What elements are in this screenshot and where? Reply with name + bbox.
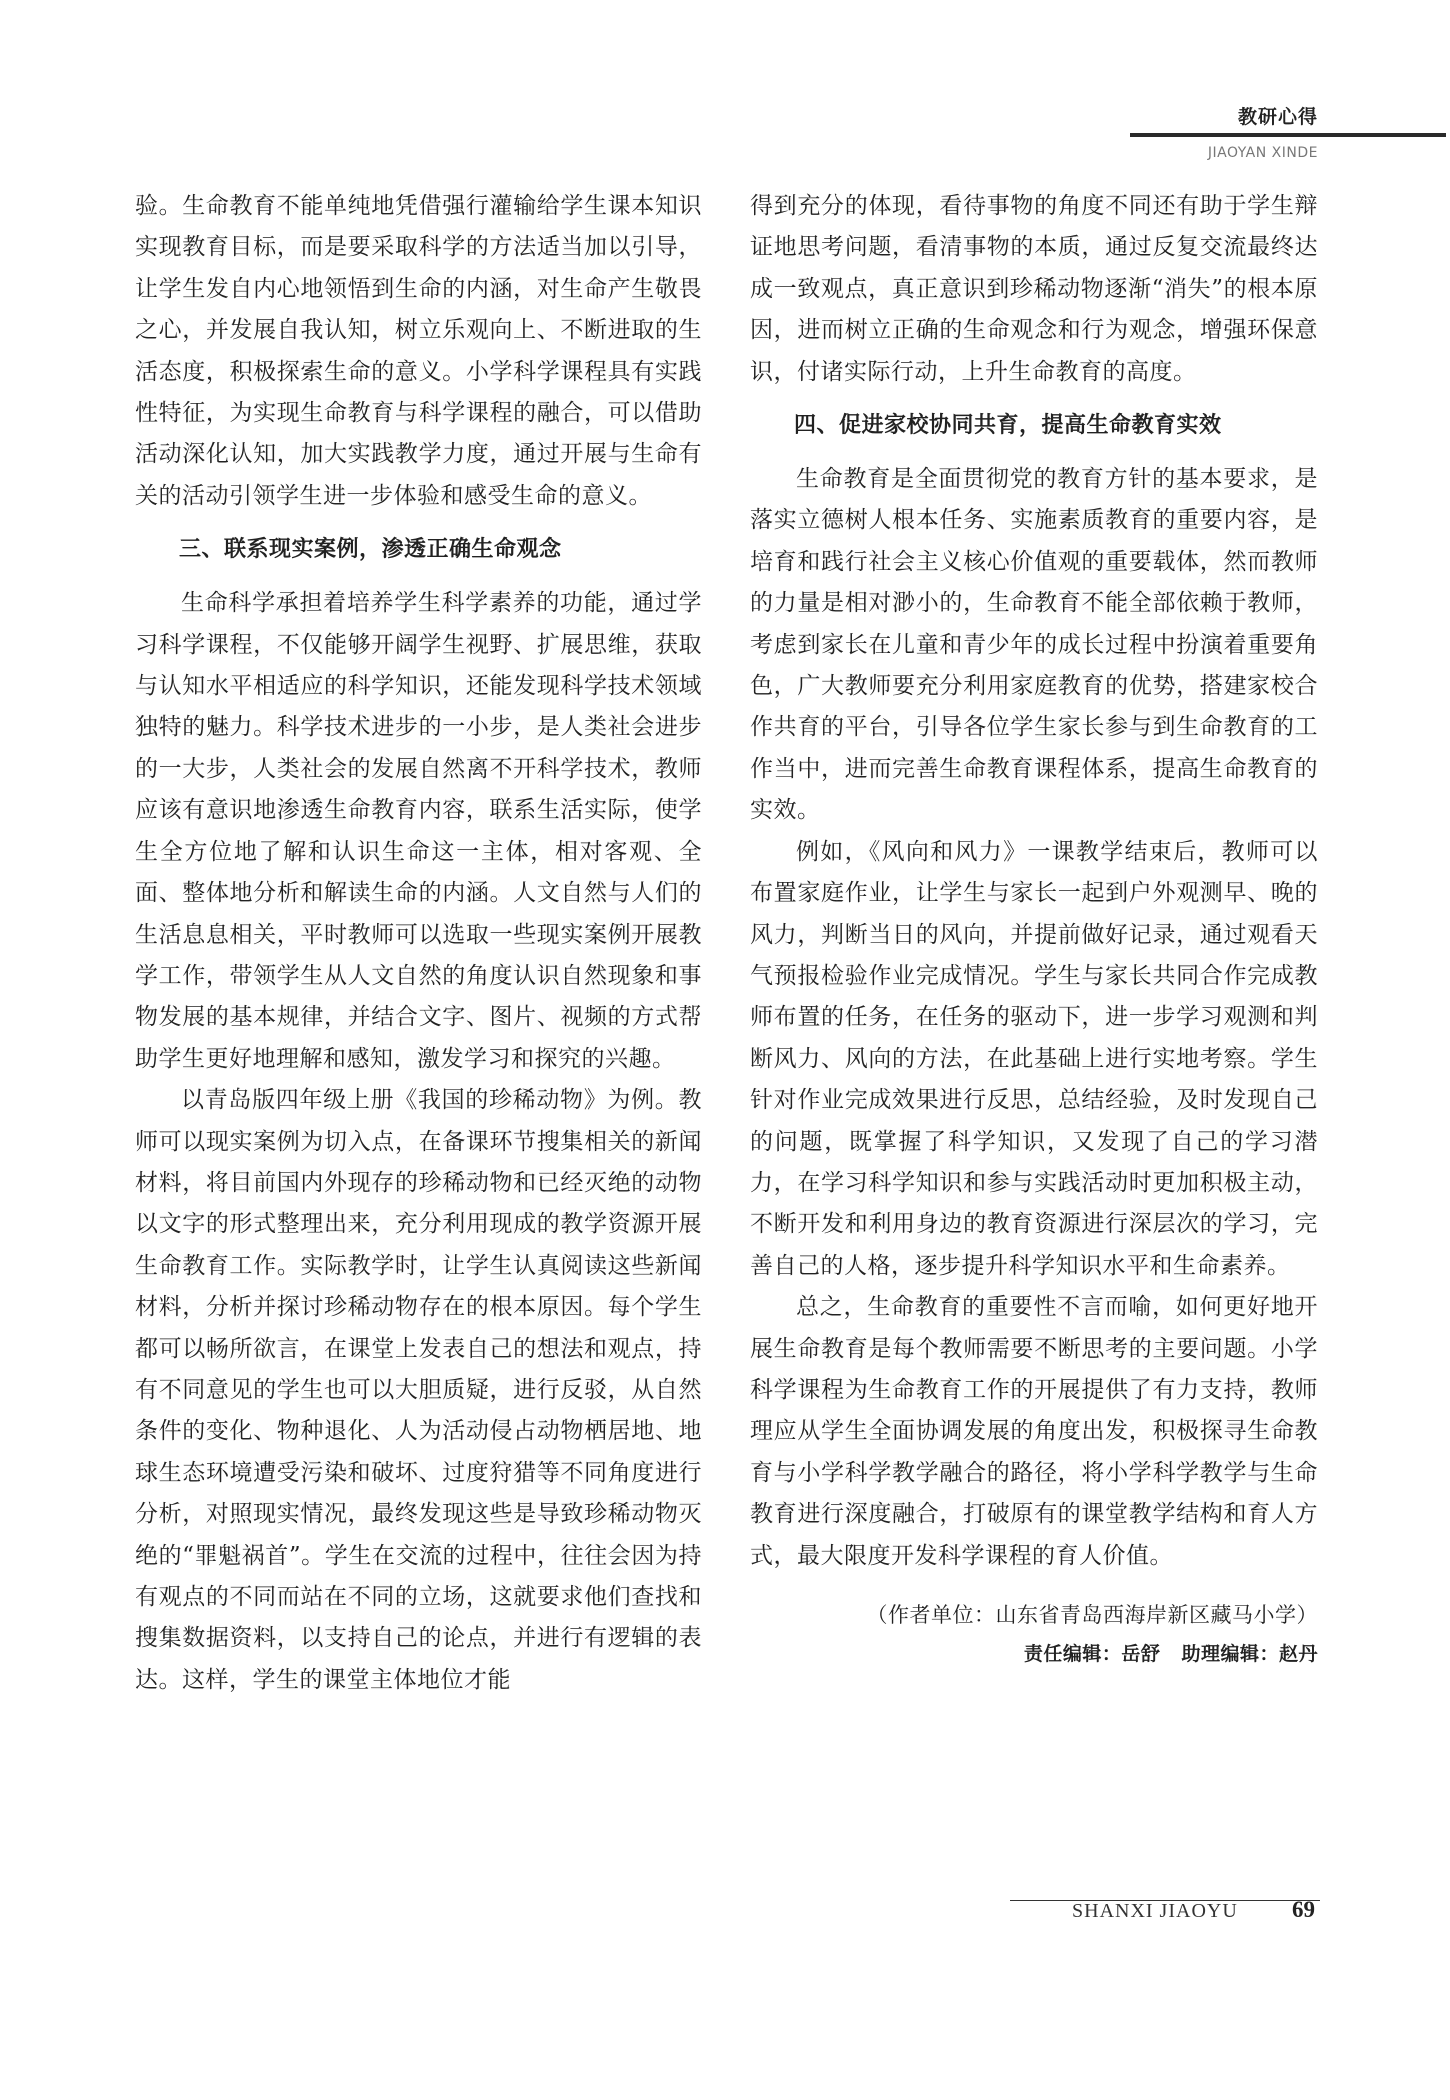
paragraph-continued: 得到充分的体现，看待事物的角度不同还有助于学生辩证地思考问题，看清事物的本质，通过反复交流最终达成一致观点，真正意识到珍稀动物逐渐“消失”的根本原因，进而树立正确的生命观念和行为观念，增强环保意识，付诸实际行动，上升生命教育的高度。 <box>750 193 1318 385</box>
paragraph: 例如，《风向和风力》一课教学结束后，教师可以布置家庭作业，让学生与家长一起到户外观测早、晚的风力，判断当日的风向，并提前做好记录，通过观看天气预报检验作业完成情况。学生与家长共同合作完成教师布置的任务，在任务的驱动下，进一步学习观测和判断风力、风向的方法，在此基础上进行实地考察。学生针对作业完成效果进行反思，总结经验，及时发现自己的问题，既掌握了科学知识，又发现了自己的学习潜力，在学习科学知识和参与实践活动时更加积极主动，不断开发和利用身边的教育资源进行深层次的学习，完善自己的人格，逐步提升科学知识水平和生命素养。 <box>750 838 1318 1279</box>
section-title: 教研心得 <box>1237 106 1318 128</box>
assistant-editor: 助理编辑：赵丹 <box>1181 1643 1318 1665</box>
paragraph: 以青岛版四年级上册《我国的珍稀动物》为例。教师可以现实案例为切入点，在备课环节搜集相关的新闻材料，将目前国内外现存的珍稀动物和已经灭绝的动物以文字的形式整理出来，充分利用现成的教学资源开展生命教育工作。实际教学时，让学生认真阅读这些新闻材料，分析并探讨珍稀动物存在的根本原因。每个学生都可以畅所欲言，在课堂上发表自己的想法和观点，持有不同意见的学生也可以大胆质疑，进行反驳，从自然条件的变化、物种退化、人为活动侵占动物栖居地、地球生态环境遭受污染和破坏、过度狩猎等不同角度进行分析，对照现实情况，最终发现这些是导致珍稀动物灭绝的“罪魁祸首”。学生在交流的过程中，往往会因为持有观点的不同而站在不同的立场，这就要求他们查找和搜集数据资料，以支持自己的论点，并进行有逻辑的表达。这样，学生的课堂主体地位才能 <box>135 1087 702 1693</box>
right-column <box>750 186 1318 1673</box>
header-rule <box>1130 133 1446 137</box>
editor-credits <box>750 1635 1318 1673</box>
section-heading-4: 四、促进家校协同共育，提高生命教育实效 <box>794 413 1222 439</box>
paragraph: 总之，生命教育的重要性不言而喻，如何更好地开展生命教育是每个教师需要不断思考的主要问题。小学科学课程为生命教育工作的开展提供了有力支持，教师理应从学生全面协调发展的角度出发，积极探寻生命教育与小学科学教学融合的路径，将小学科学教学与生命教育进行深度融合，打破原有的课堂教学结构和育人方式，最大限度开发科学课程的育人价值。 <box>750 1294 1318 1569</box>
author-affiliation: （作者单位：山东省青岛西海岸新区藏马小学） <box>866 1603 1318 1627</box>
left-column <box>135 186 702 1701</box>
page-number: 69 <box>1292 1897 1315 1922</box>
paragraph: 生命科学承担着培养学生科学素养的功能，通过学习科学课程，不仅能够开阔学生视野、扩展思维，获取与认知水平相适应的科学知识，还能发现科学技术领域独特的魅力。科学技术进步的一小步，是人类社会进步的一大步，人类社会的发展自然离不开科学技术，教师应该有意识地渗透生命教育内容，联系生活实际，使学生全方位地了解和认识生命这一主体，相对客观、全面、整体地分析和解读生命的内涵。人文自然与人们的生活息息相关，平时教师可以选取一些现实案例开展教学工作，带领学生从人文自然的角度认识自然现象和事物发展的基本规律，并结合文字、图片、视频的方式帮助学生更好地理解和感知，激发学习和探究的兴趣。 <box>135 590 702 1072</box>
paragraph: 生命教育是全面贯彻党的教育方针的基本要求，是落实立德树人根本任务、实施素质教育的重要内容，是培育和践行社会主义核心价值观的重要载体，然而教师的力量是相对渺小的，生命教育不能全部依赖于教师，考虑到家长在儿童和青少年的成长过程中扮演着重要角色，广大教师要充分利用家庭教育的优势，搭建家校合作共育的平台，引导各位学生家长参与到生命教育的工作当中，进而完善生命教育课程体系，提高生命教育的实效。 <box>750 466 1318 824</box>
journal-name: SHANXI JIAOYU <box>1072 1900 1238 1922</box>
paragraph-continued: 验。生命教育不能单纯地凭借强行灌输给学生课本知识实现教育目标，而是要采取科学的方法适当加以引导，让学生发自内心地领悟到生命的内涵，对生命产生敬畏之心，并发展自我认知，树立乐观向上、不断进取的生活态度，积极探索生命的意义。小学科学课程具有实践性特征，为实现生命教育与科学课程的融合，可以借助活动深化认知，加大实践教学力度，通过开展与生命有关的活动引领学生进一步体验和感受生命的意义。 <box>135 193 702 509</box>
section-pinyin: JIAOYAN XINDE <box>1207 145 1318 161</box>
responsible-editor: 责任编辑：岳舒 <box>1023 1643 1161 1665</box>
section-heading-3: 三、联系现实案例，渗透正确生命观念 <box>179 537 562 563</box>
